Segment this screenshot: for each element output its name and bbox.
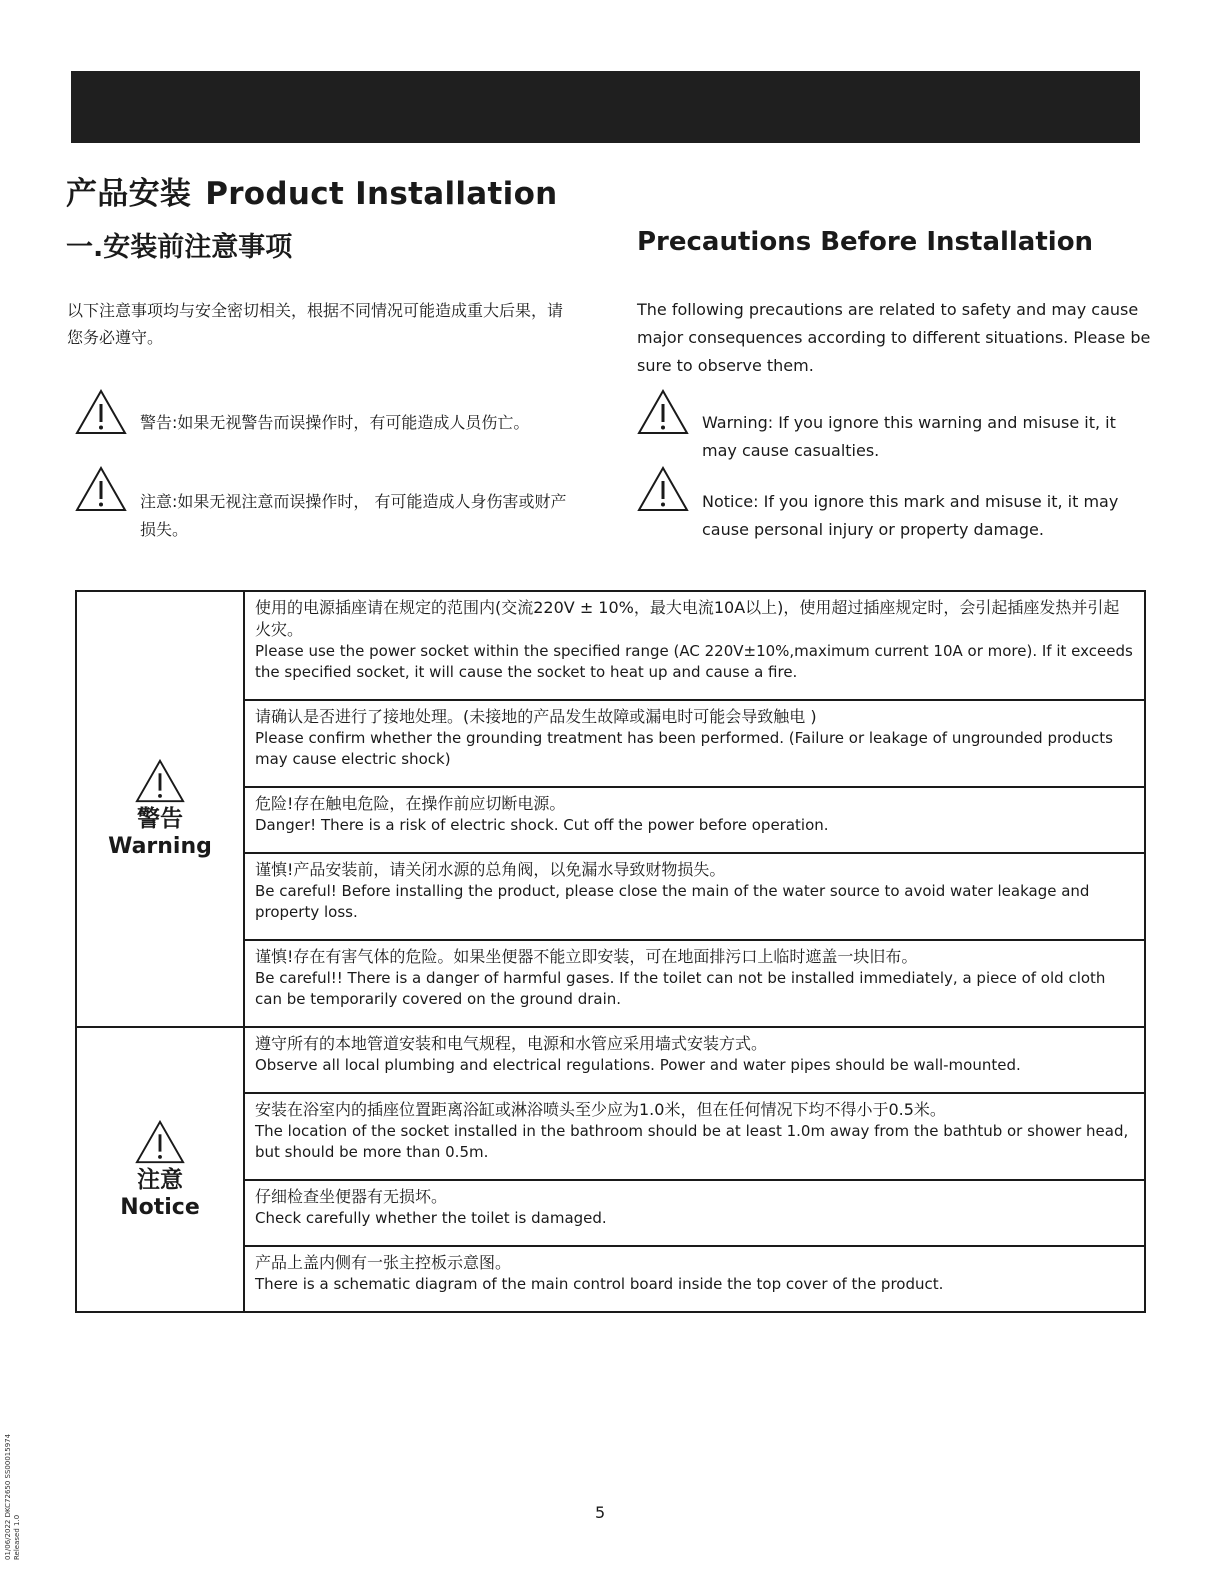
section-title-en: Precautions Before Installation <box>637 227 1094 257</box>
warning-item <box>244 940 1145 1027</box>
warning-triangle-icon <box>75 466 127 512</box>
page-title-en: Product Installation <box>205 176 558 212</box>
warning-triangle-icon <box>637 466 689 512</box>
intro-text-zh: 以下注意事项均与安全密切相关，根据不同情况可能造成重大后果，请您务必遵守。 <box>67 301 564 347</box>
warning-item <box>244 700 1145 787</box>
item-text-zh: 谨慎!存在有害气体的危险。如果坐便器不能立即安装，可在地面排污口上临时遮盖一块旧布。 <box>255 947 918 966</box>
alert-notice-text-zh: 注意:如果无视注意而误操作时， 有可能造成人身伤害或财产损失。 <box>140 492 567 539</box>
header-bar <box>71 71 1140 143</box>
item-text-en: Be careful!! There is a danger of harmful gases. If the toilet can not be installed immediately, a piece of old cloth can be temporarily covered on the ground drain. <box>255 969 1106 1008</box>
notice-category-cell <box>76 1027 244 1312</box>
table-row <box>76 1027 1145 1093</box>
item-text-en: Please use the power socket within the specified range (AC 220V±10%,maximum current 10A or more). If it exceeds the specified socket, it will cause the socket to heat up and cause a fire. <box>255 642 1133 681</box>
item-text-zh: 仔细检查坐便器有无损坏。 <box>255 1187 448 1206</box>
precautions-table <box>75 590 1146 1313</box>
item-text-zh: 使用的电源插座请在规定的范围内(交流220V ± 10%，最大电流10A以上)，使用超过插座规定时，会引起插座发热并引起火灾。 <box>255 598 1120 639</box>
item-text-zh: 请确认是否进行了接地处理。(未接地的产品发生故障或漏电时可能会导致触电 ) <box>255 707 817 726</box>
warning-item <box>244 787 1145 853</box>
item-text-en: Observe all local plumbing and electrical regulations. Power and water pipes should be wall-mounted. <box>255 1056 1021 1074</box>
alert-warning-text-en: Warning: If you ignore this warning and misuse it, it may cause casualties. <box>702 413 1116 460</box>
warning-triangle-icon <box>135 758 185 804</box>
alert-warning-text-zh: 警告:如果无视警告而误操作时，有可能造成人员伤亡。 <box>140 413 530 432</box>
notice-item <box>244 1093 1145 1180</box>
table-row <box>76 591 1145 700</box>
section-title-zh: 一.安装前注意事项 <box>66 232 293 263</box>
warning-item <box>244 853 1145 940</box>
document-code <box>4 1434 22 1560</box>
page-title-zh: 产品安装 <box>66 176 192 212</box>
warning-category-cell <box>76 591 244 1027</box>
item-text-zh: 安装在浴室内的插座位置距离浴缸或淋浴喷头至少应为1.0米，但在任何情况下均不得小于0.5米。 <box>255 1100 946 1119</box>
item-text-en: There is a schematic diagram of the main control board inside the top cover of the product. <box>255 1275 944 1293</box>
item-text-en: Check carefully whether the toilet is damaged. <box>255 1209 607 1227</box>
item-text-en: Please confirm whether the grounding treatment has been performed. (Failure or leakage of ungrounded products may cause electric shock) <box>255 729 1113 768</box>
item-text-en: Danger! There is a risk of electric shock. Cut off the power before operation. <box>255 816 829 834</box>
notice-label-en: Notice <box>120 1194 200 1220</box>
warning-label-zh: 警告 <box>137 806 183 832</box>
item-text-zh: 危险!存在触电危险，在操作前应切断电源。 <box>255 794 566 813</box>
item-text-zh: 遵守所有的本地管道安装和电气规程，电源和水管应采用墙式安装方式。 <box>255 1034 768 1053</box>
warning-triangle-icon <box>637 389 689 435</box>
document-code-line: Released 1.0 <box>13 1514 21 1560</box>
notice-label-zh: 注意 <box>137 1166 183 1193</box>
page-number: 5 <box>595 1503 606 1522</box>
intro-text-en: The following precautions are related to safety and may cause major consequences according to different situations. Please be sure to observe them. <box>637 300 1151 375</box>
notice-item <box>244 1180 1145 1246</box>
notice-item <box>244 1246 1145 1312</box>
item-text-en: The location of the socket installed in the bathroom should be at least 1.0m away from the bathtub or shower head, but should be more than 0.5m. <box>255 1122 1129 1161</box>
warning-triangle-icon <box>135 1119 185 1165</box>
page-title <box>66 168 558 213</box>
item-text-zh: 产品上盖内侧有一张主控板示意图。 <box>255 1253 512 1272</box>
warning-triangle-icon <box>75 389 127 435</box>
warning-item <box>244 591 1145 700</box>
notice-item <box>244 1027 1145 1093</box>
document-code-line: 01/06/2022 DKC72650 SS00015974 <box>4 1433 12 1560</box>
item-text-zh: 谨慎!产品安装前，请关闭水源的总角阀，以免漏水导致财物损失。 <box>255 860 726 879</box>
warning-label-en: Warning <box>108 834 212 859</box>
alert-notice-text-en: Notice: If you ignore this mark and misuse it, it may cause personal injury or property damage. <box>702 492 1119 539</box>
item-text-en: Be careful! Before installing the product, please close the main of the water source to avoid water leakage and property loss. <box>255 882 1090 921</box>
